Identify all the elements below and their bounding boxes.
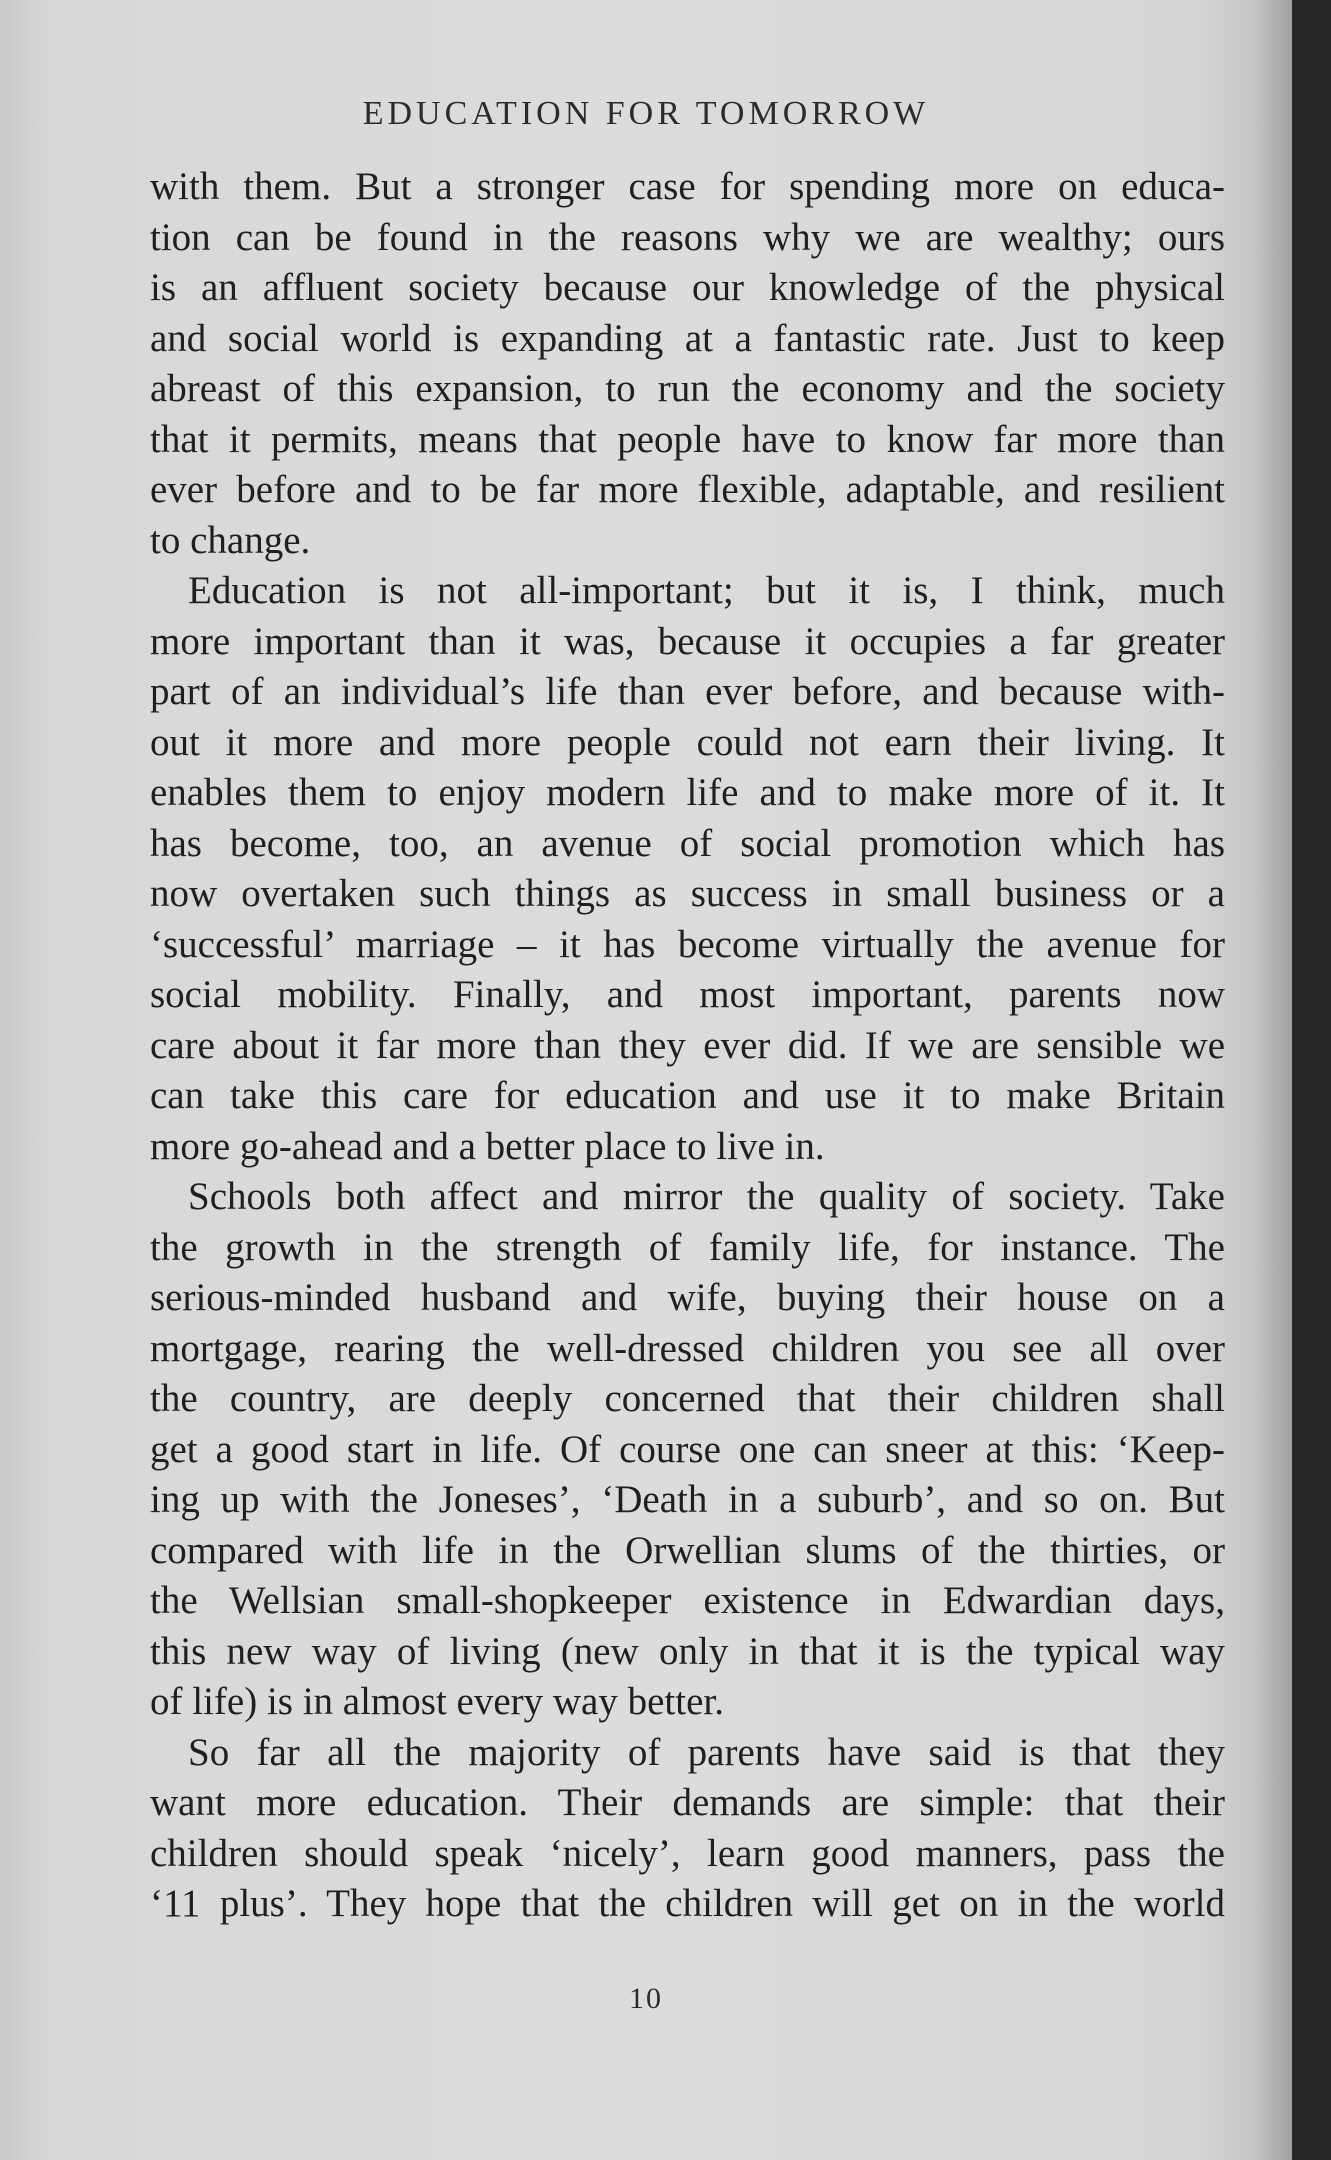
text-line: has become, too, an avenue of social promotion which has — [150, 821, 1225, 865]
text-line: ever before and to be far more flexible, adaptable, and resilient — [150, 468, 1225, 511]
text-line: this new way of living (new only in that it is the typical way — [150, 1629, 1225, 1673]
text-line: out it more and more people could not earn their living. It — [150, 720, 1225, 764]
text-line: part of an individual’s life than ever before, and because with- — [150, 670, 1225, 713]
text-line: abreast of this expansion, to run the economy and the society — [150, 367, 1225, 410]
text-line: the growth in the strength of family life, for instance. The — [150, 1225, 1225, 1269]
text-line: serious-minded husband and wife, buying their house on a — [150, 1276, 1225, 1319]
text-line: to change. — [150, 518, 311, 562]
text-line: ‘successful’ marriage – it has become virtually the avenue for — [150, 922, 1225, 966]
text-line: Education is not all-important; but it is, I think, much — [188, 569, 1225, 612]
text-line: now overtaken such things as success in small business or a — [150, 872, 1225, 915]
text-line: and social world is expanding at a fantastic rate. Just to keep — [150, 316, 1225, 360]
text-line: can take this care for education and use it to make Britain — [150, 1074, 1225, 1117]
text-line: the country, are deeply concerned that their children shall — [150, 1377, 1225, 1420]
text-line: that it permits, means that people have to know far more than — [150, 417, 1225, 461]
text-line: with them. But a stronger case for spending more on educa- — [150, 165, 1225, 208]
text-line: get a good start in life. Of course one can sneer at this: ‘Keep- — [150, 1427, 1225, 1471]
text-line: is an affluent society because our knowledge of the physical — [150, 266, 1225, 309]
text-line: the Wellsian small-shopkeeper existence in Edwardian days, — [150, 1579, 1225, 1622]
text-line: So far all the majority of parents have said is that they — [188, 1730, 1225, 1774]
page-number: 10 — [629, 1982, 663, 2015]
text-line: Schools both affect and mirror the quality of society. Take — [188, 1175, 1225, 1218]
text-line: more go-ahead and a better place to live in. — [150, 1124, 825, 1168]
text-line: want more education. Their demands are simple: that their — [150, 1781, 1225, 1824]
text-line: of life) is in almost every way better. — [150, 1680, 724, 1723]
text-line: care about it far more than they ever did. If we are sensible we — [150, 1023, 1225, 1067]
text-line: more important than it was, because it occupies a far greater — [150, 619, 1225, 663]
text-line: tion can be found in the reasons why we are wealthy; ours — [150, 215, 1225, 259]
text-line: social mobility. Finally, and most important, parents now — [150, 973, 1225, 1016]
text-line: ing up with the Joneses’, ‘Death in a suburb’, and so on. But — [150, 1478, 1225, 1521]
running-head: EDUCATION FOR TOMORROW — [362, 95, 930, 132]
text-line: enables them to enjoy modern life and to make more of it. It — [150, 771, 1225, 814]
text-line: ‘11 plus’. They hope that the children will get on in the world — [150, 1882, 1225, 1925]
text-line: mortgage, rearing the well-dressed children you see all over — [150, 1326, 1225, 1370]
text-line: compared with life in the Orwellian slums of the thirties, or — [150, 1528, 1225, 1572]
spine-shadow — [1252, 0, 1292, 2160]
body-text — [150, 162, 1225, 1930]
text-line: children should speak ‘nicely’, learn good manners, pass the — [150, 1831, 1225, 1875]
